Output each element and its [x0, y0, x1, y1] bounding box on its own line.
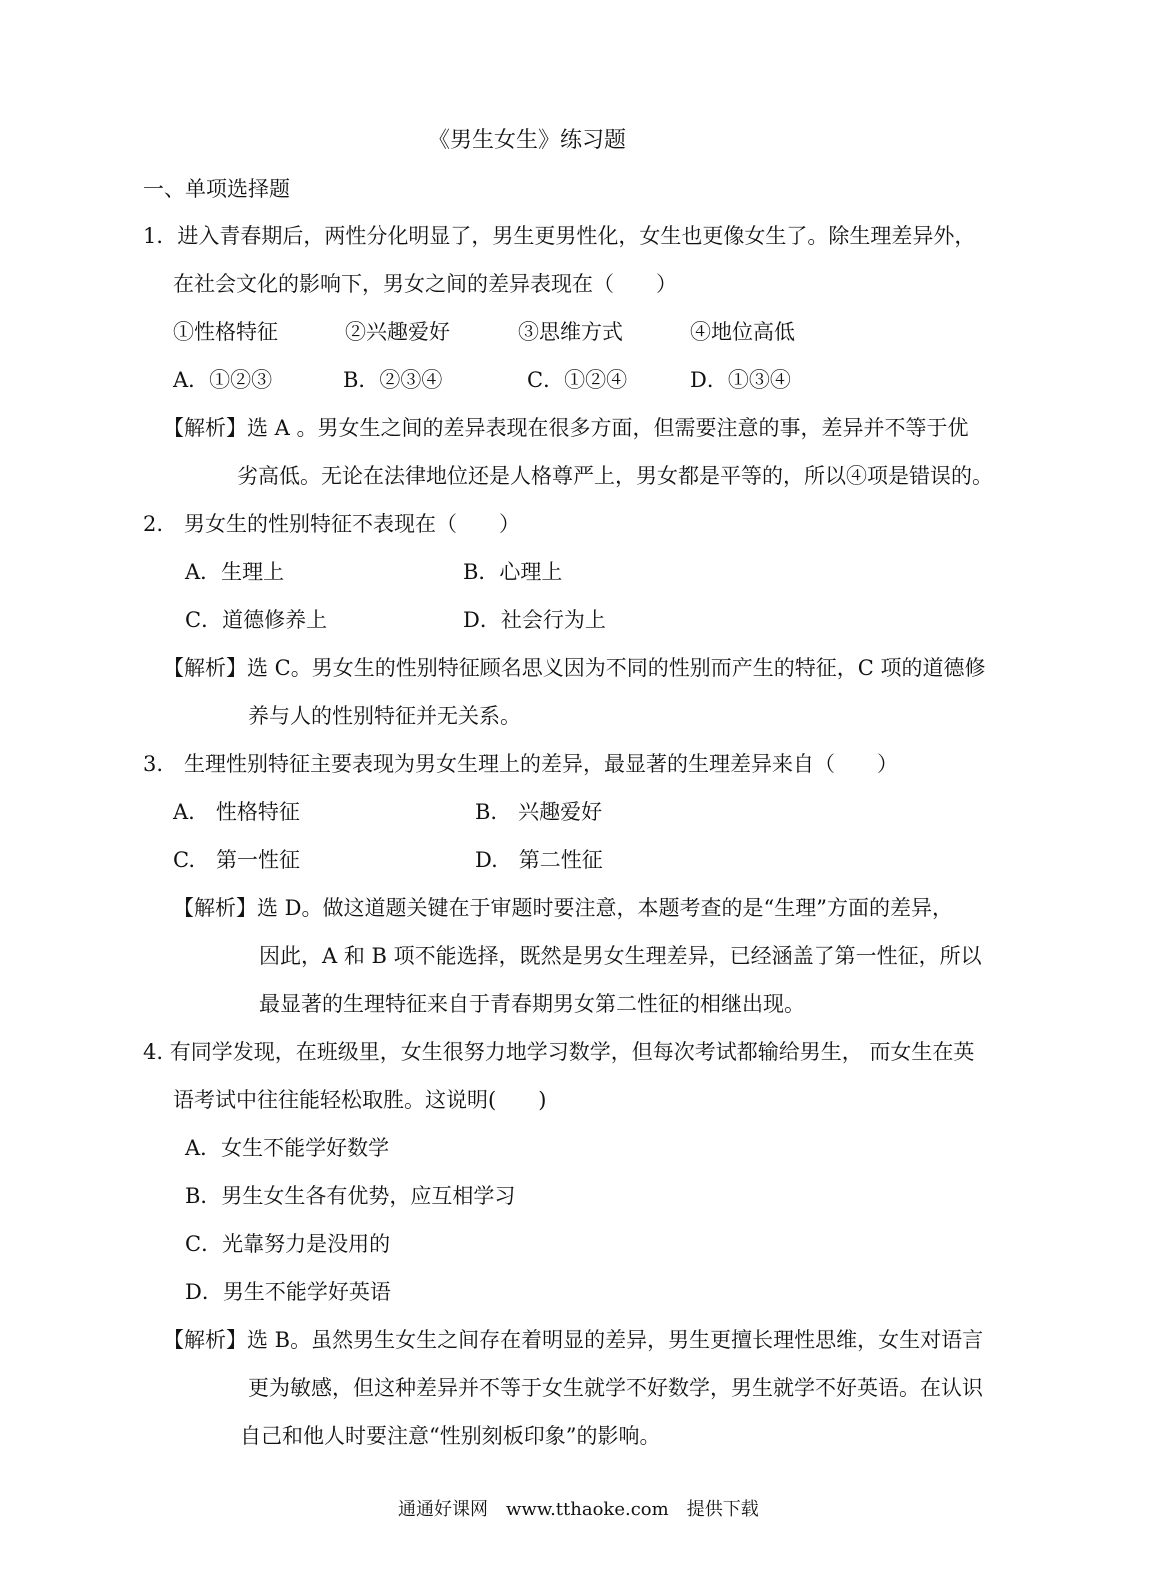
q4-option-b: B．男生女生各有优势，应互相学习: [185, 1184, 516, 1208]
q4-option-d: D．男生不能学好英语: [185, 1280, 391, 1304]
q1-item-2: ②兴趣爱好: [345, 320, 450, 344]
q1-stem-line2: 在社会文化的影响下，男女之间的差异表现在（ ）: [173, 272, 677, 296]
q3-option-c: C. 第一性征: [173, 848, 300, 872]
q3-analysis-line2: 因此，A 和 B 项不能选择，既然是男女生理差异，已经涵盖了第一性征，所以: [259, 944, 982, 968]
q1-analysis-line2: 劣高低。无论在法律地位还是人格尊严上，男女都是平等的，所以④项是错误的。: [237, 464, 993, 488]
q3-option-b: B. 兴趣爱好: [475, 800, 603, 824]
q3-stem: 3. 生理性别特征主要表现为男女生理上的差异，最显著的生理差异来自（ ）: [143, 752, 899, 776]
q4-option-c: C．光靠努力是没用的: [185, 1232, 391, 1256]
q4-stem-line2: 语考试中往往能轻松取胜。这说明( ): [173, 1088, 547, 1112]
q2-analysis-line1: 【解析】选 C。男女生的性别特征顾名思义因为不同的性别而产生的特征，C 项的道德修: [163, 656, 986, 680]
q1-item-1: ①性格特征: [173, 320, 278, 344]
q2-option-d: D．社会行为上: [463, 608, 606, 632]
page-footer: 通通好课网 www.tthaoke.com 提供下载: [398, 1499, 759, 1520]
q2-option-b: B．心理上: [463, 560, 563, 584]
q1-option-d: D．①③④: [690, 368, 791, 392]
section-heading: 一、单项选择题: [143, 177, 290, 201]
q4-stem-line1: 4. 有同学发现，在班级里，女生很努力地学习数学，但每次考试都输给男生， 而女生在英: [143, 1040, 975, 1064]
document-title: 《男生女生》练习题: [428, 128, 627, 153]
q2-option-a: A．生理上: [185, 560, 285, 584]
q2-stem: 2. 男女生的性别特征不表现在（ ）: [143, 512, 521, 536]
q4-analysis-line3: 自己和他人时要注意“性别刻板印象”的影响。: [240, 1424, 661, 1448]
q4-analysis-line2: 更为敏感，但这种差异并不等于女生就学不好数学，男生就学不好英语。在认识: [248, 1376, 983, 1400]
q2-option-c: C．道德修养上: [185, 608, 328, 632]
q1-option-c: C．①②④: [527, 368, 628, 392]
q4-option-a: A．女生不能学好数学: [185, 1136, 390, 1160]
q1-option-a: A．①②③: [173, 368, 273, 392]
q3-analysis-line1: 【解析】选 D。做这道题关键在于审题时要注意，本题考查的是“生理”方面的差异，: [173, 896, 953, 920]
q1-option-b: B．②③④: [343, 368, 443, 392]
q2-analysis-line2: 养与人的性别特征并无关系。: [248, 704, 521, 728]
q1-analysis-line1: 【解析】选 A 。男女生之间的差异表现在很多方面，但需要注意的事，差异并不等于优: [163, 416, 969, 440]
q3-analysis-line3: 最显著的生理特征来自于青春期男女第二性征的相继出现。: [259, 992, 805, 1016]
q3-option-d: D. 第二性征: [475, 848, 603, 872]
q3-option-a: A. 性格特征: [173, 800, 300, 824]
q4-analysis-line1: 【解析】选 B。虽然男生女生之间存在着明显的差异，男生更擅长理性思维，女生对语言: [163, 1328, 984, 1352]
q1-item-3: ③思维方式: [518, 320, 623, 344]
q1-item-4: ④地位高低: [690, 320, 795, 344]
q1-stem-line1: 1．进入青春期后，两性分化明显了，男生更男性化，女生也更像女生了。除生理差异外，: [143, 224, 976, 248]
